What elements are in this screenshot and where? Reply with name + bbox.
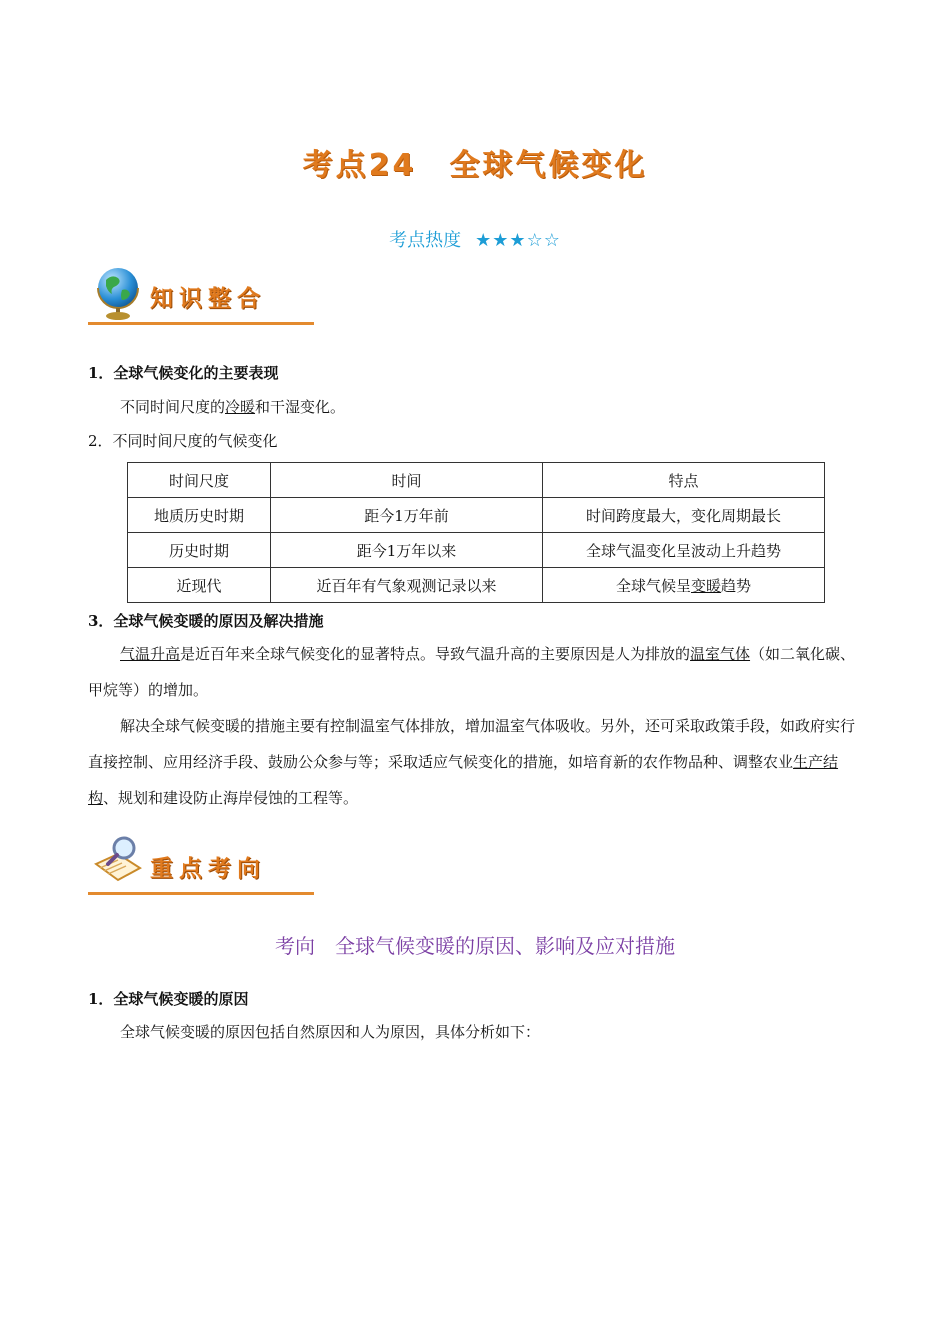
- section3-heading: 3．全球气候变暖的原因及解决措施: [88, 612, 324, 630]
- section-banner-label: 重点考向: [150, 856, 266, 882]
- section3-paragraph-2: 解决全球气候变暖的措施主要有控制温室气体排放，增加温室气体吸收。另外，还可采取政策手段，如政府实行直接控制、应用经济手段、鼓励公众参与等；采取适应气候变化的措施，如培育新的农作物品种、调整农业生产结构、规划和建设防止海岸侵蚀的工程等。: [88, 717, 856, 807]
- section-banner-key-topics: [88, 834, 316, 898]
- climate-timescale-table: [127, 462, 825, 603]
- section2-heading: 2．不同时间尺度的气候变化: [88, 432, 278, 450]
- table-row: [128, 498, 825, 533]
- table-cell: 距今1万年前: [271, 498, 543, 533]
- section-banner-label: 知识整合: [150, 286, 266, 312]
- table-cell: 历史时期: [128, 533, 271, 568]
- table-cell: 距今1万年以来: [271, 533, 543, 568]
- notepad-magnifier-icon: [90, 834, 146, 892]
- globe-icon: [92, 264, 148, 322]
- section1-text: 不同时间尺度的冷暖和干湿变化。: [120, 398, 346, 416]
- table-cell: 地质历史时期: [128, 498, 271, 533]
- topic-heading: 1．全球气候变暖的原因: [88, 990, 249, 1008]
- section-banner-underline: [88, 322, 314, 325]
- table-cell: 近现代: [128, 568, 271, 603]
- underlined-term: 生产结构: [88, 753, 839, 807]
- underlined-term: 变暖: [690, 576, 721, 595]
- table-header-cell: 特点: [543, 463, 825, 498]
- heat-rating: [0, 226, 950, 252]
- table-cell: 时间跨度最大，变化周期最长: [543, 498, 825, 533]
- section-banner-knowledge: [88, 264, 316, 328]
- table-cell: 全球气温变化呈波动上升趋势: [543, 533, 825, 568]
- table-cell: 近百年有气象观测记录以来: [271, 568, 543, 603]
- section1-heading: 1．全球气候变化的主要表现: [88, 364, 279, 382]
- star-rating: ★★★☆☆: [475, 230, 561, 251]
- topic-title: 考向 全球气候变暖的原因、影响及应对措施: [275, 934, 675, 958]
- table-header-cell: 时间: [271, 463, 543, 498]
- underlined-term: 温室气体: [690, 645, 751, 663]
- page-title: 考点24 全球气候变化: [302, 148, 648, 183]
- table-header-cell: 时间尺度: [128, 463, 271, 498]
- underlined-term: 气温升高: [120, 645, 181, 663]
- topic-text: 全球气候变暖的原因包括自然原因和人为原因，具体分析如下：: [120, 1023, 541, 1041]
- table-row: [128, 533, 825, 568]
- table-row: [128, 568, 825, 603]
- underlined-term: 冷暖: [225, 398, 256, 416]
- table-header-row: [128, 463, 825, 498]
- section-banner-underline: [88, 892, 314, 895]
- heat-label: 考点热度: [389, 230, 462, 251]
- table-cell: 全球气候呈变暖趋势: [543, 568, 825, 603]
- section3-paragraph-1: 气温升高是近百年来全球气候变化的显著特点。导致气温升高的主要原因是人为排放的温室气体（如二氧化碳、甲烷等）的增加。: [88, 645, 856, 699]
